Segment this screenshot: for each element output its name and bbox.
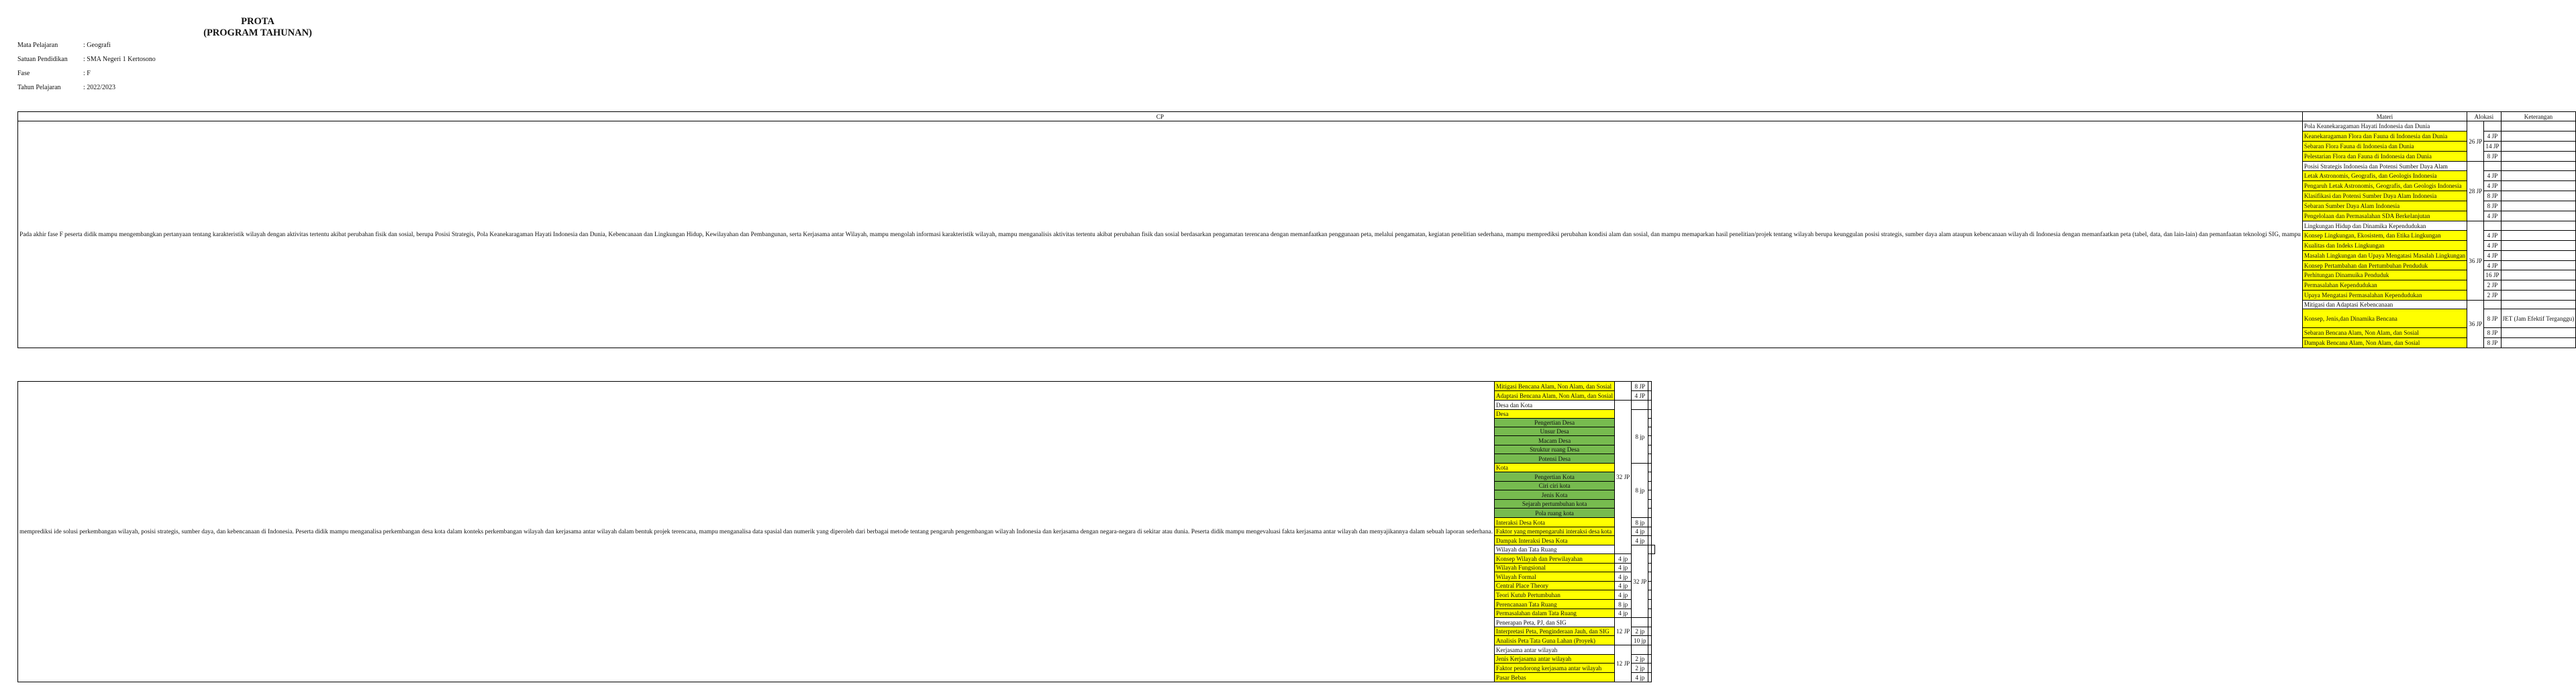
materi-jp: 2 JP: [2484, 280, 2501, 290]
section-heading: Wilayah dan Tata Ruang: [1495, 545, 1615, 554]
materi-item: Wilayah Fungsional: [1495, 564, 1615, 572]
materi-item: Sebaran Bencana Alam, Non Alam, dan Sosial: [2302, 328, 2467, 338]
materi-jp: 4 JP: [2484, 211, 2501, 221]
info-value: : 2022/2023: [83, 84, 116, 91]
materi-jp: 4 jp: [1615, 582, 1632, 590]
section-heading: Penerapan Peta, PJ, dan SIG: [1495, 618, 1615, 627]
materi-jp: 8 JP: [1632, 382, 1648, 391]
info-label: Satuan Pendidikan: [17, 56, 68, 63]
materi-item: Adaptasi Bencana Alam, Non Alam, dan Sosial: [1495, 391, 1615, 401]
materi-item: Permasalahan dalam Tata Ruang: [1495, 609, 1615, 618]
materi-item: Klasifikasi dan Potensi Sumber Daya Alam Indonesia: [2302, 191, 2467, 201]
table-row: [18, 382, 1655, 391]
info-value: : SMA Negeri 1 Kertosono: [83, 56, 156, 63]
materi-jp: 4 jp: [1632, 527, 1648, 536]
info-label: Mata Pelajaran: [17, 42, 58, 49]
materi-item: Analisis Peta Tata Guna Lahan (Proyek): [1495, 636, 1615, 645]
kota-item: Jenis Kota: [1495, 490, 1615, 500]
section-alokasi: 32 JP: [1615, 401, 1632, 554]
section-alokasi: 12 JP: [1615, 618, 1632, 645]
info-label: Fase: [17, 70, 30, 77]
materi-item: Konsep Pertambahan dan Pertumbuhan Penduduk: [2302, 261, 2467, 270]
materi-jp: 8 JP: [2484, 328, 2501, 338]
materi-item: Dampak Bencana Alam, Non Alam, dan Sosial: [2302, 338, 2467, 348]
materi-item: Wilayah Formal: [1495, 572, 1615, 582]
materi-jp: 4 JP: [2484, 231, 2501, 241]
table-row: [18, 121, 2576, 131]
desa-jp: 8 jp: [1632, 410, 1648, 464]
materi-item: Letak Astronomis, Geografis, dan Geologis Indonesia: [2302, 171, 2467, 181]
materi-jp: 8 JP: [2484, 152, 2501, 162]
materi-jp: 10 jp: [1632, 636, 1648, 645]
materi-item: Upaya Mengatasi Permasalahan Kependudukan: [2302, 290, 2467, 301]
materi-item: Mitigasi Bencana Alam, Non Alam, dan Sosial: [1495, 382, 1615, 391]
table-header-row: [18, 112, 2576, 121]
materi-item: Faktor pendorong kerjasama antar wilayah: [1495, 664, 1615, 673]
section-alokasi: 36 JP: [2467, 301, 2484, 348]
desa-item: Struktur ruang Desa: [1495, 445, 1615, 454]
section-alokasi: 12 JP: [1615, 645, 1632, 682]
materi-jp: 4 JP: [2484, 241, 2501, 251]
cp-text-continued: memprediksi ide solusi perkembangan wilayah, posisi strategis, sumber daya, dan kebencanaan di Indonesia. Peserta didik mampu menganalisa perkembangan desa kota dalam konteks perkembangan wilayah dan kerjasama antar wilayah dalam bentuk projek terencana, mampu menganalisa data spasial dan numerik yang diperoleh dari berbagai metode tentang pengaruh pengembangan wilayah Indonesia dan kerjasama dengan negara-negara di sekitar atau dunia. Peserta didik mampu mengevaluasi fakta kerjasama antar wilayah dan menyajikannya dalam sebuah laporan sederhana.: [18, 382, 1495, 682]
header-alokasi: Alokasi: [2467, 112, 2501, 121]
prota-table-page-1: [17, 111, 2576, 348]
materi-item: Interpretasi Peta, Penginderaan Jauh, dan SIG: [1495, 627, 1615, 636]
kota-jp: 8 jp: [1632, 464, 1648, 518]
kota-item: Pola ruang kota: [1495, 509, 1615, 518]
materi-jp: 2 JP: [2484, 290, 2501, 301]
materi-jp: 8 jp: [1632, 518, 1648, 527]
materi-item: Sebaran Flora Fauna di Indonesia dan Dunia: [2302, 142, 2467, 152]
materi-jp: 4 JP: [2484, 251, 2501, 261]
materi-jp: 4 JP: [2484, 261, 2501, 270]
materi-item: Central Place Theory: [1495, 582, 1615, 590]
materi-item: Konsep, Jenis,dan Dinamika Bencana: [2302, 309, 2467, 328]
section-alokasi: 28 JP: [2467, 162, 2484, 221]
section-alokasi: 36 JP: [2467, 221, 2484, 301]
section-alokasi: 32 JP: [1632, 545, 1648, 618]
subsection-desa: Desa: [1495, 410, 1615, 419]
section-heading: Lingkungan Hidup dan Dinamika Kependudukan: [2302, 221, 2467, 231]
materi-jp: 8 JP: [2484, 309, 2501, 328]
materi-jp: 4 jp: [1632, 673, 1648, 682]
materi-jp: 4 jp: [1615, 554, 1632, 564]
materi-item: Konsep Wilayah dan Perwilayahan: [1495, 554, 1615, 564]
subsection-kota: Kota: [1495, 464, 1615, 472]
materi-jp: 4 jp: [1615, 564, 1632, 572]
materi-jp: 8 JP: [2484, 338, 2501, 348]
kota-item: Ciri ciri kota: [1495, 482, 1615, 490]
materi-jp: 4 jp: [1615, 590, 1632, 600]
materi-jp: 16 JP: [2484, 270, 2501, 280]
materi-item: Dampak Interaksi Desa Kota: [1495, 536, 1615, 545]
keterangan-note: JET (Jam Efektif Terganggu): [2501, 309, 2576, 328]
materi-jp: 2 jp: [1632, 655, 1648, 664]
materi-item: Keanekaragaman Flora dan Fauna di Indonesia dan Dunia: [2302, 131, 2467, 142]
desa-item: Macam Desa: [1495, 436, 1615, 445]
materi-jp: 4 JP: [2484, 181, 2501, 191]
materi-jp: 8 jp: [1615, 600, 1632, 609]
section-heading: Desa dan Kota: [1495, 401, 1615, 410]
desa-item: Pengertian Desa: [1495, 419, 1615, 427]
materi-item: Teori Kutub Pertumbuhan: [1495, 590, 1615, 600]
materi-jp: 4 JP: [1632, 391, 1648, 401]
materi-jp: 8 JP: [2484, 191, 2501, 201]
materi-jp: 4 jp: [1615, 609, 1632, 618]
materi-item: Jenis Kerjasama antar wilayah: [1495, 655, 1615, 664]
section-heading: Pola Keanekaragaman Hayati Indonesia dan Dunia: [2302, 121, 2467, 131]
materi-item: Pengelolaan dan Permasalahan SDA Berkelanjutan: [2302, 211, 2467, 221]
materi-item: Pelestarian Flora dan Fauna di Indonesia dan Dunia: [2302, 152, 2467, 162]
prota-table-page-2: [17, 381, 1655, 682]
materi-jp: 2 jp: [1632, 664, 1648, 673]
desa-item: Potensi Desa: [1495, 454, 1615, 464]
section-heading: Kerjasama antar wilayah: [1495, 645, 1615, 655]
materi-jp: 8 JP: [2484, 201, 2501, 211]
desa-item: Unsur Desa: [1495, 427, 1615, 436]
header-materi: Materi: [2302, 112, 2467, 121]
info-value: : F: [83, 70, 91, 77]
cp-text: Pada akhir fase F peserta didik mampu mengembangkan pertanyaan tentang karakteristik wilayah dengan aktivitas tertentu akibat perubahan fisik dan sosial, berupa Posisi Strategis, Pola Keanekaragaman Hayati Indonesia dan Dunia, Kebencanaan dan Lingkungan Hidup, Kewilayahan dan Pembangunan, serta Kerjasama antar Wilayah, mampu mengolah informasi karakteristik wilayah, mampu menganalisis aktivitas tertentu akibat perubahan fisik dan sosial berdasarkan pengamatan terencana dengan memanfaatkan penggunaan peta, melalui pengamatan, kegiatan penelitian sederhana, mampu memprediksi perubahan kondisi alam dan sosial, dan mampu memaparkan hasil penelitian/projek tentang wilayah berupa keunggulan posisi strategis, sumber daya alam ataupun kebencanaan wilayah di Indonesia dengan memanfaatkan peta (tabel, data, dan lain-lain) dan pemanfaatan teknologi SIG, mampu: [18, 121, 2303, 348]
materi-item: Sebaran Sumber Daya Alam Indonesia: [2302, 201, 2467, 211]
materi-item: Perhitungan Dinamuika Penduduk: [2302, 270, 2467, 280]
materi-item: Faktor yang mempengaruhi interaksi desa kota: [1495, 527, 1615, 536]
materi-jp: 4 JP: [2484, 171, 2501, 181]
kota-item: Pengertian Kota: [1495, 472, 1615, 482]
document-subtitle: (PROGRAM TAHUNAN): [203, 28, 312, 38]
kota-item: Sejarah pertumbuhan kota: [1495, 500, 1615, 509]
header-cp: CP: [18, 112, 2303, 121]
document-title-block: [0, 16, 515, 39]
materi-item: Pasar Bebas: [1495, 673, 1615, 682]
materi-jp: 4 jp: [1632, 536, 1648, 545]
info-label: Tahun Pelajaran: [17, 84, 61, 91]
materi-item: Pengaruh Letak Astronomis, Geografis, dan Geologis Indonesia: [2302, 181, 2467, 191]
materi-jp: 4 jp: [1615, 572, 1632, 582]
section-heading: Mitigasi dan Adaptasi Kebencanaan: [2302, 301, 2467, 309]
header-keterangan: Keterangan: [2501, 112, 2576, 121]
section-alokasi: 26 JP: [2467, 121, 2484, 162]
materi-item: Kualitas dan Indeks Lingkungan: [2302, 241, 2467, 251]
materi-jp: 2 jp: [1632, 627, 1648, 636]
materi-item: Konsep Lingkungan, Ekosistem, dan Etika Lingkungan: [2302, 231, 2467, 241]
materi-item: Masalah Lingkungan dan Upaya Mengatasi Masalah Lingkungan: [2302, 251, 2467, 261]
document-title: PROTA: [241, 16, 275, 27]
materi-item: Perencanaan Tata Ruang: [1495, 600, 1615, 609]
info-value: : Geografi: [83, 42, 111, 49]
materi-item: Interaksi Desa Kota: [1495, 518, 1615, 527]
materi-jp: 14 JP: [2484, 142, 2501, 152]
section-heading: Posisi Strategis Indonesia dan Potensi Sumber Daya Alam: [2302, 162, 2467, 171]
materi-jp: 4 JP: [2484, 131, 2501, 142]
materi-item: Permasalahan Kependudukan: [2302, 280, 2467, 290]
